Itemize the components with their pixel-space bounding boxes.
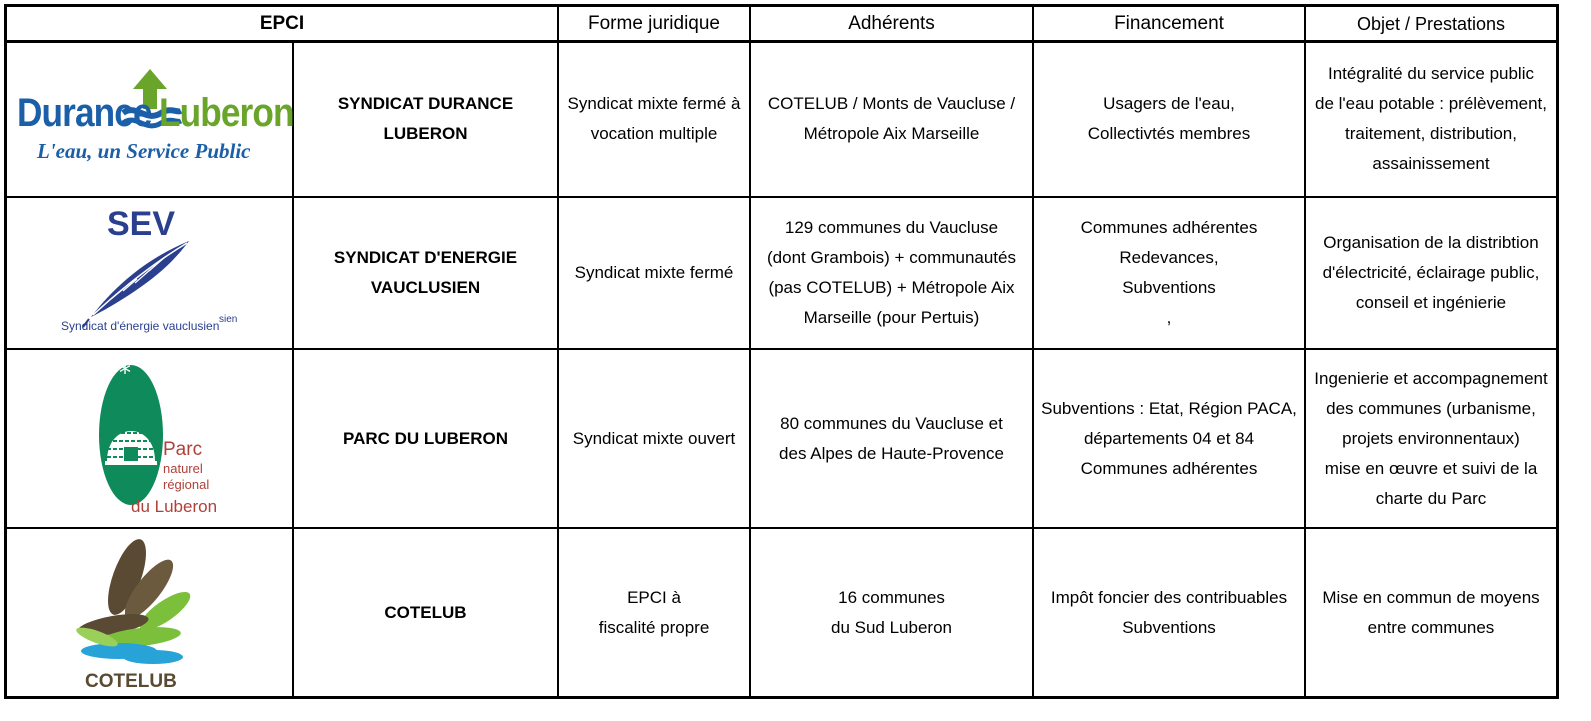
header-objet: Objet / Prestations [1356,13,1506,34]
sev-logo [11,199,289,345]
financement-cell: Communes adhérentes Redevances, Subventions , [1080,218,1258,327]
financement-cell: Subventions : Etat, Région PACA, départements 04 et 84 Communes adhérentes [1041,398,1297,478]
header-epci: EPCI [259,12,305,34]
logo-tagline: L'eau, un Service Public [37,139,251,163]
logo-line-3: régional [163,477,210,492]
svg-text:*: * [119,359,131,387]
header-financement: Financement [1114,12,1224,34]
financement-cell: Usagers de l'eau, Collectivtés membres [1087,94,1251,143]
forme-juridique-cell: Syndicat mixte fermé [574,263,734,282]
durance-luberon-logo [11,47,294,193]
logo-title-left: Durance [17,91,152,135]
logo-line-1: Parc [163,439,203,460]
logo-title: SEV [107,205,176,243]
logo-title-right: Luberon [159,91,294,135]
objet-cell: Intégralité du service public de l'eau potable : prélèvement, traitement, distribution, assainissement [1315,64,1547,173]
objet-cell: Mise en commun de moyens entre communes [1322,587,1540,637]
epci-name: SYNDICAT D'ENERGIE VAUCLUSIEN [333,248,518,297]
epci-name: SYNDICAT DURANCE LUBERON [337,94,514,143]
adherents-cell: 80 communes du Vaucluse et des Alpes de Haute-Provence [779,413,1004,463]
epci-name: PARC DU LUBERON [343,428,508,448]
forme-juridique-cell: EPCI à fiscalité propre [598,587,710,637]
objet-cell: Ingenierie et accompagnement des communes (urbanisme, projets environnentaux) mise en œuvre et suivi de la charte du Parc [1314,368,1548,508]
financement-cell: Impôt foncier des contribuables Subventions [1050,587,1288,637]
header-forme-juridique: Forme juridique [588,12,720,34]
logo-subtitle-echo: sien [219,314,238,325]
parc-luberon-logo [11,351,289,525]
adherents-cell: COTELUB / Monts de Vaucluse / Métropole Aix Marseille [767,94,1016,143]
forme-juridique-cell: Syndicat mixte ouvert [572,428,736,448]
epci-name: COTELUB [384,602,467,622]
logo-subtitle: Syndicat d'énergie vauclusien [61,319,220,333]
adherents-cell: 129 communes du Vaucluse (dont Grambois) + communautés (pas COTELUB) + Métropole Aix Marseille (pour Pertuis) [767,218,1016,327]
forme-juridique-cell: Syndicat mixte fermé à vocation multiple [567,94,741,143]
logo-line-4: du Luberon [131,497,218,516]
adherents-cell: 16 communes du Sud Luberon [831,587,952,637]
logo-title: COTELUB [85,671,177,692]
logo-line-2: naturel [163,461,203,476]
cotelub-logo [57,533,207,695]
objet-cell: Organisation de la distribtion d'électricité, éclairage public, conseil et ingénierie [1322,233,1540,312]
header-adherents: Adhérents [848,12,935,34]
epci-table [4,4,1559,699]
